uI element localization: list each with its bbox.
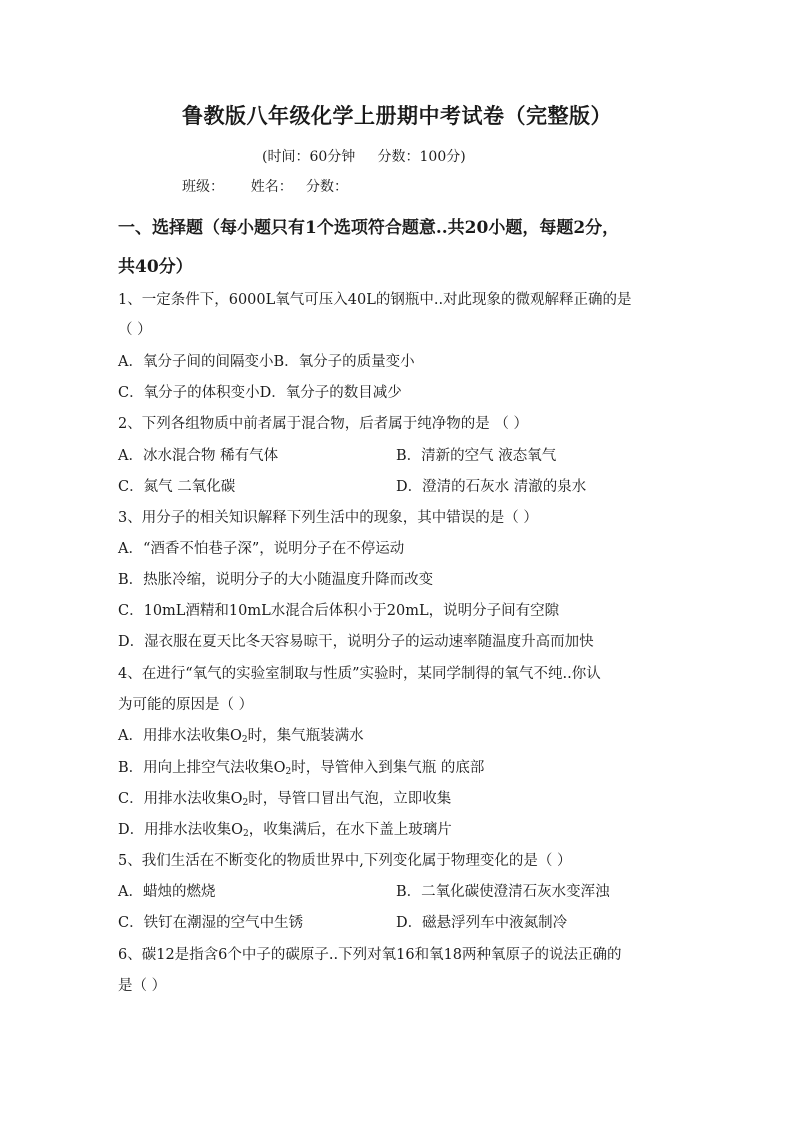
question-2-stem: 2、下列各组物质中前者属于混合物，后者属于纯净物的是 （ ） <box>118 416 528 432</box>
question-1-options-cd: C．氧分子的体积变小D．氧分子的数目减少 <box>118 385 402 401</box>
question-4-option-d <box>118 820 452 840</box>
question-5-option-b: B．二氧化碳使澄清石灰水变浑浊 <box>396 884 610 900</box>
question-3-stem: 3、用分子的相关知识解释下列生活中的现象，其中错误的是（ ） <box>118 510 538 526</box>
question-3-option-d: D．湿衣服在夏天比冬天容易晾干，说明分子的运动速率随温度升高而加快 <box>118 634 594 650</box>
question-4-option-a <box>118 726 364 746</box>
option-text: 时，导管口冒出气泡，立即收集 <box>248 791 452 807</box>
question-3-option-b: B．热胀冷缩，说明分子的大小随温度升降而改变 <box>118 572 434 588</box>
question-4-option-c <box>118 789 451 809</box>
question-1-options-ab: A．氧分子间的间隔变小B．氧分子的质量变小 <box>118 354 415 370</box>
option-text: C．用排水法收集O <box>118 791 243 807</box>
student-info-line: 班级： 姓名： 分数： <box>182 179 349 195</box>
option-text: B．用向上排空气法收集O <box>118 760 286 776</box>
option-text: 时，导管伸入到集气瓶 的底部 <box>291 760 485 776</box>
question-2-option-a: A．冰水混合物 稀有气体 <box>118 448 279 464</box>
subscript: 2 <box>243 829 249 839</box>
question-4-stem-cont: 为可能的原因是（ ） <box>118 697 254 713</box>
section-heading: 一、选择题（每小题只有1个选项符合题意..共20小题，每题2分， <box>118 218 620 238</box>
question-2-option-c: C．氮气 二氧化碳 <box>118 479 236 495</box>
question-1-blank: （ ） <box>118 322 152 338</box>
question-2-option-b: B．清新的空气 液态氧气 <box>396 448 557 464</box>
question-1-stem: 1、一定条件下，6000L氧气可压入40L的钢瓶中..对此现象的微观解释正确的是 <box>118 292 632 308</box>
question-3-option-c: C．10mL酒精和10mL水混合后体积小于20mL，说明分子间有空隙 <box>118 603 560 619</box>
question-5-option-a: A．蜡烛的燃烧 <box>118 884 216 900</box>
option-text: A．用排水法收集O <box>118 728 242 744</box>
subscript: 2 <box>242 798 249 808</box>
option-text: D．用排水法收集O <box>118 822 244 838</box>
subscript: 2 <box>285 767 292 777</box>
question-4-option-b <box>118 758 484 778</box>
section-heading-cont: 共40分） <box>118 257 193 277</box>
option-text: ，收集满后，在水下盖上玻璃片 <box>248 822 452 838</box>
question-5-option-c: C．铁钉在潮湿的空气中生锈 <box>118 915 304 931</box>
question-3-option-a: A．“酒香不怕巷子深”，说明分子在不停运动 <box>118 541 405 557</box>
question-2-option-d: D．澄清的石灰水 清澈的泉水 <box>396 479 587 495</box>
question-4-stem: 4、在进行“氧气的实验室制取与性质”实验时，某同学制得的氧气不纯..你认 <box>118 666 601 682</box>
question-5-stem: 5、我们生活在不断变化的物质世界中,下列变化属于物理变化的是（ ） <box>118 853 572 869</box>
subscript: 2 <box>241 735 248 745</box>
question-5-option-d: D．磁悬浮列车中液氮制冷 <box>396 915 568 931</box>
question-6-stem: 6、碳12是指含6个中子的碳原子..下列对氧16和氧18两种氧原子的说法正确的 <box>118 947 622 963</box>
page-title: 鲁教版八年级化学上册期中考试卷（完整版） <box>182 103 612 128</box>
option-text: 时，集气瓶装满水 <box>247 728 364 744</box>
question-6-stem-cont: 是（ ） <box>118 978 167 994</box>
time-score-line: (时间：60分钟 分数：100分) <box>262 149 466 165</box>
